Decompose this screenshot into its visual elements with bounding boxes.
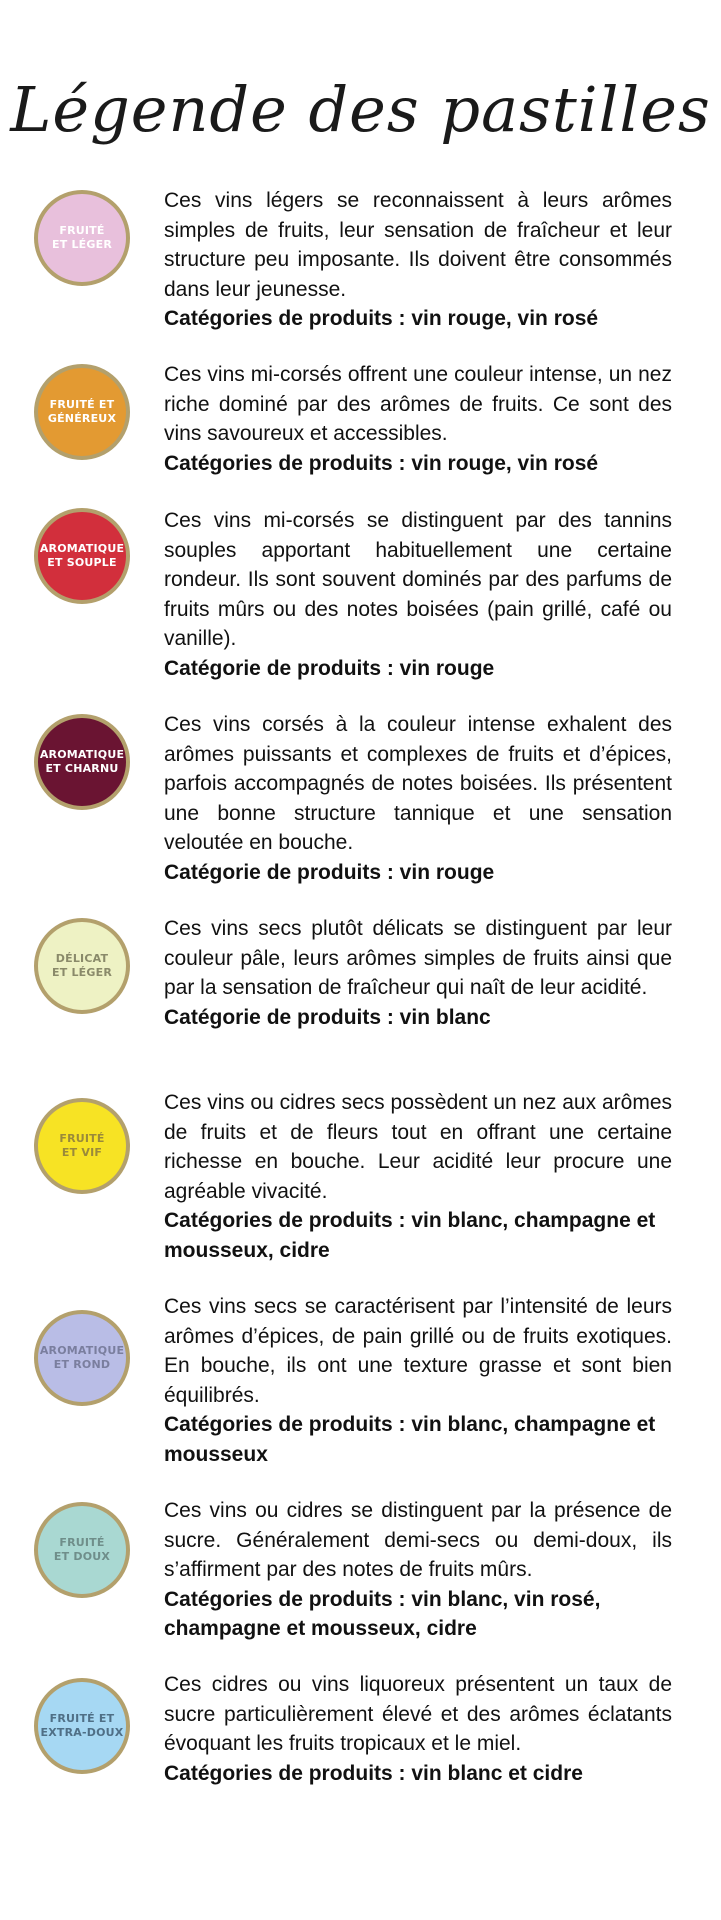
entry-text bbox=[164, 1292, 672, 1469]
entry-category: Catégories de produits : vin blanc, champagne et mousseux, cidre bbox=[164, 1209, 656, 1262]
entry-description: Ces vins corsés à la couleur intense exhalent des arômes puissants et complexes de fruits et d’épices, parfois accompagnés de notes boisées. Ils présentent une bonne structure tannique et une sensation veloutée en bouche. bbox=[164, 713, 672, 854]
entry-category: Catégories de produits : vin blanc, vin rosé, champagne et mousseux, cidre bbox=[164, 1587, 601, 1640]
badge-label: FRUITÉ ET DOUX bbox=[53, 1536, 111, 1563]
entry-category: Catégories de produits : vin rouge, vin rosé bbox=[164, 451, 599, 475]
entry-description: Ces vins ou cidres se distinguent par la présence de sucre. Généralement demi-secs ou demi-doux, ils s’affirment par des notes de fruits mûrs. bbox=[164, 1499, 672, 1581]
badge-label: FRUITÉ ET EXTRA-DOUX bbox=[40, 1712, 124, 1739]
entry-text bbox=[164, 186, 672, 334]
badge-label: FRUITÉ ET LÉGER bbox=[52, 224, 112, 251]
badge-delicat-et-leger bbox=[34, 918, 130, 1014]
entry-category: Catégorie de produits : vin rouge bbox=[164, 860, 495, 884]
entry-description: Ces vins ou cidres secs possèdent un nez aux arômes de fruits et de fleurs tout en offrant une certaine richesse en bouche. Leur acidité leur procure une agréable vivacité. bbox=[164, 1091, 672, 1203]
entry-category: Catégorie de produits : vin blanc bbox=[164, 1005, 491, 1029]
badge-fruite-et-genereux bbox=[34, 364, 130, 460]
entry-description: Ces vins mi-corsés se distinguent par des tannins souples apportant habituellement une certaine rondeur. Ils sont souvent dominés par des parfums de fruits mûrs ou des notes boisées (pain grillé, café ou vanille). bbox=[164, 509, 672, 650]
entry-category: Catégories de produits : vin blanc, champagne et mousseux bbox=[164, 1413, 656, 1466]
badge-label: AROMATIQUE ET CHARNU bbox=[39, 748, 125, 775]
entry-text bbox=[164, 710, 672, 887]
badge-aromatique-et-rond bbox=[34, 1310, 130, 1406]
entry-text bbox=[164, 1670, 672, 1788]
entry-category: Catégories de produits : vin blanc et cidre bbox=[164, 1761, 583, 1785]
entry-text bbox=[164, 1088, 672, 1265]
badge-label: AROMATIQUE ET SOUPLE bbox=[39, 542, 125, 569]
entry-text bbox=[164, 1496, 672, 1644]
entry-text bbox=[164, 914, 672, 1032]
badge-fruite-et-extra-doux bbox=[34, 1678, 130, 1774]
entry-description: Ces vins mi-corsés offrent une couleur intense, un nez riche dominé par des arômes de fruits. Ce sont des vins savoureux et accessibles. bbox=[164, 363, 672, 445]
entry-description: Ces vins secs se caractérisent par l’intensité de leurs arômes d’épices, de pain grillé ou de fruits exotiques. En bouche, ils ont une texture grasse et sont bien équilibrés. bbox=[164, 1295, 672, 1407]
badge-fruite-et-leger bbox=[34, 190, 130, 286]
entry-description: Ces vins légers se reconnaissent à leurs arômes simples de fruits, leur sensation de fraîcheur et leur structure peu imposante. Ils doivent être consommés dans leur jeunesse. bbox=[164, 189, 672, 301]
badge-label: DÉLICAT ET LÉGER bbox=[52, 952, 112, 979]
entry-description: Ces cidres ou vins liquoreux présentent un taux de sucre particulièrement élevé et des arômes éclatants évoquant les fruits tropicaux et le miel. bbox=[164, 1673, 672, 1755]
badge-label: AROMATIQUE ET ROND bbox=[39, 1344, 125, 1371]
entry-category: Catégorie de produits : vin rouge bbox=[164, 656, 495, 680]
badge-fruite-et-vif bbox=[34, 1098, 130, 1194]
badge-fruite-et-doux bbox=[34, 1502, 130, 1598]
entry-text bbox=[164, 360, 672, 478]
page-title: Légende des pastilles bbox=[10, 72, 711, 146]
entry-category: Catégories de produits : vin rouge, vin rosé bbox=[164, 307, 599, 330]
entry-text bbox=[164, 506, 672, 683]
badge-label: FRUITÉ ET GÉNÉREUX bbox=[47, 398, 117, 425]
badge-aromatique-et-souple bbox=[34, 508, 130, 604]
badge-label: FRUITÉ ET VIF bbox=[59, 1132, 105, 1159]
entry-description: Ces vins secs plutôt délicats se distinguent par leur couleur pâle, leurs arômes simples de fruits ainsi que par la sensation de fraîcheur qui naît de leur acidité. bbox=[164, 917, 672, 999]
badge-aromatique-et-charnu bbox=[34, 714, 130, 810]
